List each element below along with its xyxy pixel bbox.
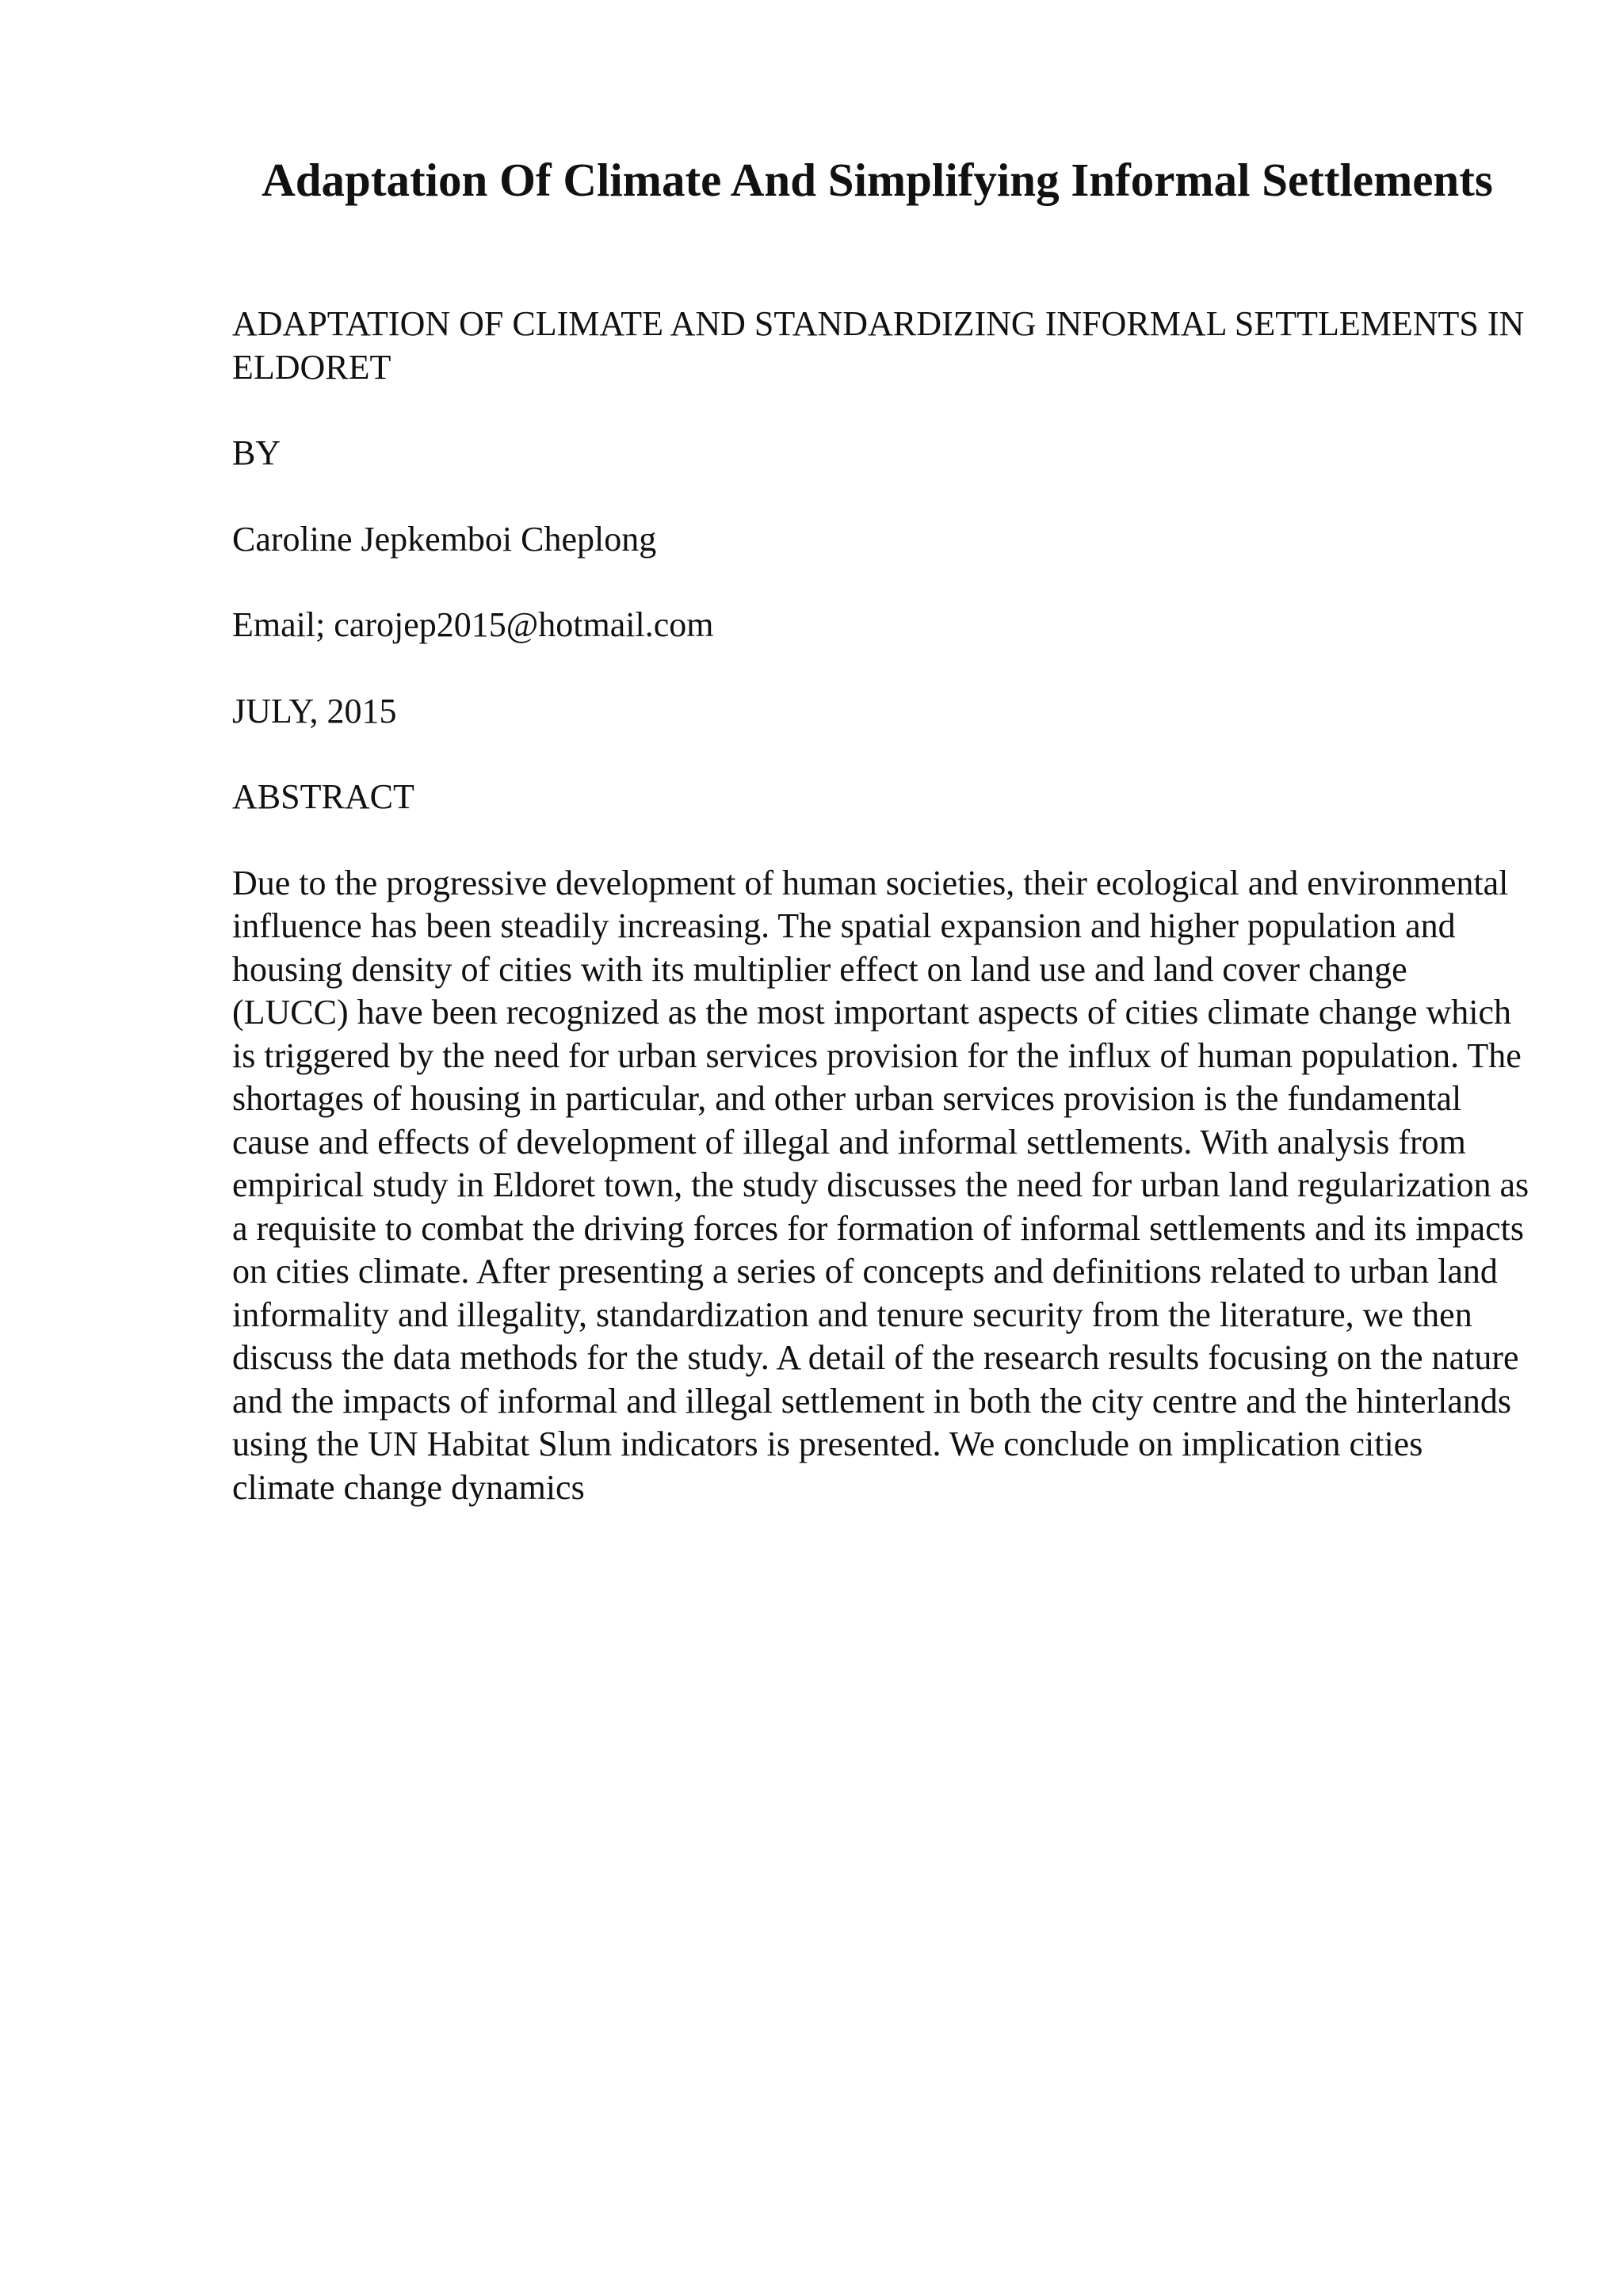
by-label: BY bbox=[232, 433, 281, 472]
document-body bbox=[232, 303, 1532, 1509]
abstract-heading: ABSTRACT bbox=[232, 777, 414, 816]
author-email: Email; carojep2015@hotmail.com bbox=[232, 605, 714, 644]
publication-date: JULY, 2015 bbox=[232, 691, 397, 730]
author-name: Caroline Jepkemboi Cheplong bbox=[232, 519, 657, 559]
document-subtitle: ADAPTATION OF CLIMATE AND STANDARDIZING INFORMAL SETTLEMENTS IN ELDORET bbox=[232, 304, 1525, 387]
abstract-text: Due to the progressive development of human societies, their ecological and environmental influence has been steadily increasing. The spatial expansion and higher population and housing density of cities with its multiplier effect on land use and land cover change (LUCC) have been recognized as the most important aspects of cities climate change which is triggered by the need for urban services provision for the influx of human population. The shortages of housing in particular, and other urban services provision is the fundamental cause and effects of development of illegal and informal settlements. With analysis from empirical study in Eldoret town, the study discusses the need for urban land regularization as a requisite to combat the driving forces for formation of informal settlements and its impacts on cities climate. After presenting a series of concepts and definitions related to urban land informality and illegality, standardization and tenure security from the literature, we then discuss the data methods for the study. A detail of the research results focusing on the nature and the impacts of informal and illegal settlement in both the city centre and the hinterlands using the UN Habitat Slum indicators is presented. We conclude on implication cities climate change dynamics bbox=[232, 863, 1529, 1507]
document-title: Adaptation Of Climate And Simplifying Informal Settlements bbox=[262, 154, 1493, 206]
